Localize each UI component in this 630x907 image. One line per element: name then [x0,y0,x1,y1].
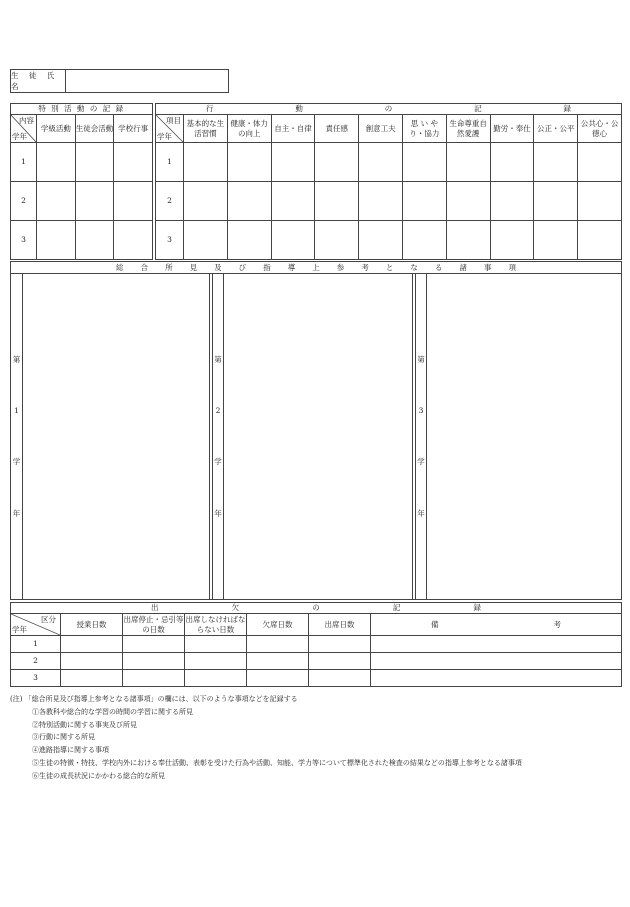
note-item: ②特別活動に関する事実及び所見 [32,720,137,729]
grade-label: 1 [11,143,37,182]
student-name-label: 生 徒 氏 名 [11,70,66,92]
special-activities-table [10,103,153,260]
col-creativity: 創意工夫 [359,115,403,143]
year1-field[interactable] [23,274,210,599]
behavior-corner: 項目 学年 [156,115,184,143]
grade-label: 3 [11,670,61,687]
notes-header: (注) 「総合所見及び指導上参考となる諸事項」の欄には、以下のような事項などを記録する [10,695,298,703]
year2-field[interactable] [224,274,413,599]
col-absence-days: 欠席日数 [247,614,309,636]
note-item: ①各教科や総合的な学習の時間の学習に関する所見 [32,707,193,716]
col-service: 勤労・奉仕 [490,115,534,143]
year2-label: 第 2 学 年 [212,274,224,599]
year3-label: 第 3 学 年 [415,274,427,599]
col-basic-habits: 基本的な生活習慣 [184,115,228,143]
grade-label: 2 [156,182,184,221]
grade-label: 3 [11,221,37,260]
col-cooperation: 思 い や り・協力 [402,115,446,143]
col-suspension-days: 出席停止・忌引等の日数 [123,615,184,634]
activities-behavior-section [10,103,622,259]
note-item: ④進路指導に関する事項 [32,746,109,755]
grade-label: 2 [11,182,37,221]
year1-label: 第 1 学 年 [11,274,23,599]
col-autonomy: 自主・自律 [271,115,315,143]
col-health: 健康・体力の向上 [227,115,271,143]
col-class-activities: 学級活動 [37,115,76,143]
col-attendance-days: 出席日数 [309,614,371,636]
col-public-spirit: 公共心・公徳心 [578,115,622,143]
col-student-council: 生徒会活動 [75,115,114,143]
comprehensive-title: 総 合 所 見 及 び 指 導 上 参 考 と な る 諸 事 項 [11,262,621,274]
col-school-events: 学校行事 [114,115,153,143]
comprehensive-section [10,261,622,600]
behavior-table [155,103,622,260]
year3-field[interactable] [427,274,621,599]
student-name-box [10,69,229,93]
note-item: ⑥生徒の成長状況にかかわる総合的な所見 [32,771,165,780]
grade-label: 1 [11,636,61,653]
note-item: ③行動に関する所見 [32,733,95,742]
attendance-title: 出 欠 の 記 録 [11,603,622,614]
col-responsibility: 責任感 [315,115,359,143]
note-item: ⑤生徒の特徴・特技、学校内外における奉仕活動、表彰を受けた行為や活動、知能、学力等について標準化された検査の結果などの指導上参考となる諸事項 [32,758,522,767]
col-remarks: 備 考 [371,614,622,636]
special-activities-title: 特 別 活 動 の 記 録 [11,104,153,115]
grade-label: 3 [156,221,184,260]
special-activities-corner: 内容 学年 [11,115,37,143]
notes-section [10,693,620,783]
attendance-table [10,602,622,687]
behavior-title: 行 動 の 記 録 [156,104,622,115]
col-fairness: 公正・公平 [534,115,578,143]
student-name-field[interactable] [66,70,228,92]
grade-label: 2 [11,653,61,670]
grade-label: 1 [156,143,184,182]
comprehensive-body [11,274,621,599]
col-respect-life: 生命尊重自然愛護 [446,115,490,143]
col-class-days: 授業日数 [61,614,123,636]
attendance-corner: 区分 学年 [11,614,61,636]
col-required-days: 出席しなければならない日数 [185,615,246,634]
